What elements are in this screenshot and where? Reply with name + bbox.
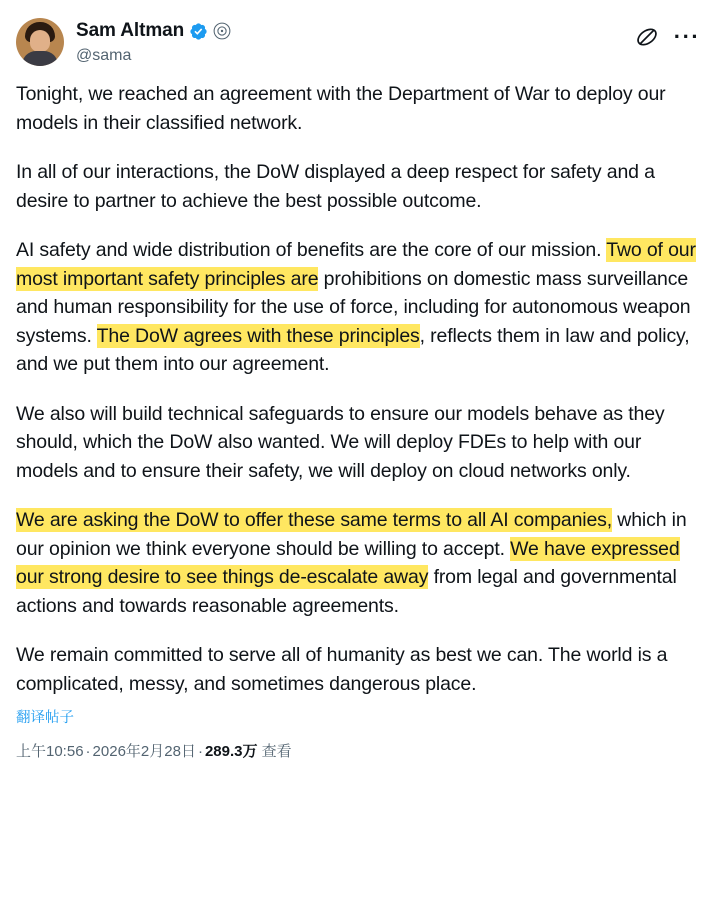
text-run: from legal and governmental actions and towards reasonable agreements. (16, 566, 677, 617)
tweet-paragraph (16, 400, 700, 486)
tweet-paragraph (16, 641, 700, 698)
highlighted-text-run: We have expressed our strong desire to see things de-escalate away (16, 537, 680, 588)
author-nameline (76, 19, 622, 43)
text-run: Tonight, we reached an agreement with the Department of War to deploy our models in their classified network. (16, 83, 666, 134)
text-run: prohibitions on domestic mass surveillance and human responsibility for the use of force, including for autonomous weapon systems. (16, 267, 691, 347)
text-run: , reflects them in law and policy, and we put them into our agreement. (16, 324, 690, 375)
avatar-body (22, 51, 58, 66)
tweet-metadata (16, 742, 700, 762)
author-handle[interactable]: @sama (76, 47, 132, 64)
text-run: We remain committed to serve all of humanity as best we can. The world is a complicated, messy, and sometimes dangerous place. (16, 644, 668, 695)
tweet-paragraph (16, 80, 700, 137)
avatar-face (30, 30, 50, 52)
highlighted-text-run: Two of our most important safety principles are (16, 239, 696, 290)
tweet-header (16, 14, 700, 66)
tweet-text (16, 80, 700, 698)
translate-post-link[interactable]: 翻译帖子 (16, 710, 74, 726)
author-display-name[interactable]: Sam Altman (76, 20, 185, 41)
text-run: AI safety and wide distribution of benefits are the core of our mission. (16, 239, 607, 261)
text-run: In all of our interactions, the DoW displayed a deep respect for safety and a desire to partner to achieve the best possible outcome. (16, 161, 655, 212)
more-options-icon: ··· (673, 24, 701, 49)
meta-separator: · (85, 743, 91, 760)
highlighted-text-run: The DoW agrees with these principles (96, 324, 420, 347)
text-run: which in our opinion we think everyone should be willing to accept. (16, 509, 687, 560)
openai-affiliation-icon[interactable] (213, 22, 231, 40)
views-label: 查看 (261, 743, 292, 760)
avatar[interactable] (16, 18, 64, 66)
author-names (76, 18, 622, 66)
post-date: 2026年2月28日 (92, 743, 196, 760)
tweet-paragraph (16, 506, 700, 620)
tweet-paragraph (16, 236, 700, 379)
more-options-button[interactable] (674, 24, 700, 50)
grok-actions-icon[interactable] (634, 24, 660, 50)
highlighted-text-run: We are asking the DoW to offer these same terms to all AI companies, (16, 509, 613, 531)
text-run: We also will build technical safeguards to ensure our models behave as they should, which the DoW also wanted. We will deploy FDEs to help with our models and to ensure their safety, we will deploy on cloud networks only. (16, 402, 665, 482)
tweet-header-actions (634, 18, 700, 50)
post-time: 上午10:56 (16, 743, 84, 760)
meta-separator: · (197, 743, 203, 760)
views-count: 289.3万 (204, 743, 258, 760)
verified-badge-icon (189, 22, 208, 41)
tweet-paragraph (16, 158, 700, 215)
